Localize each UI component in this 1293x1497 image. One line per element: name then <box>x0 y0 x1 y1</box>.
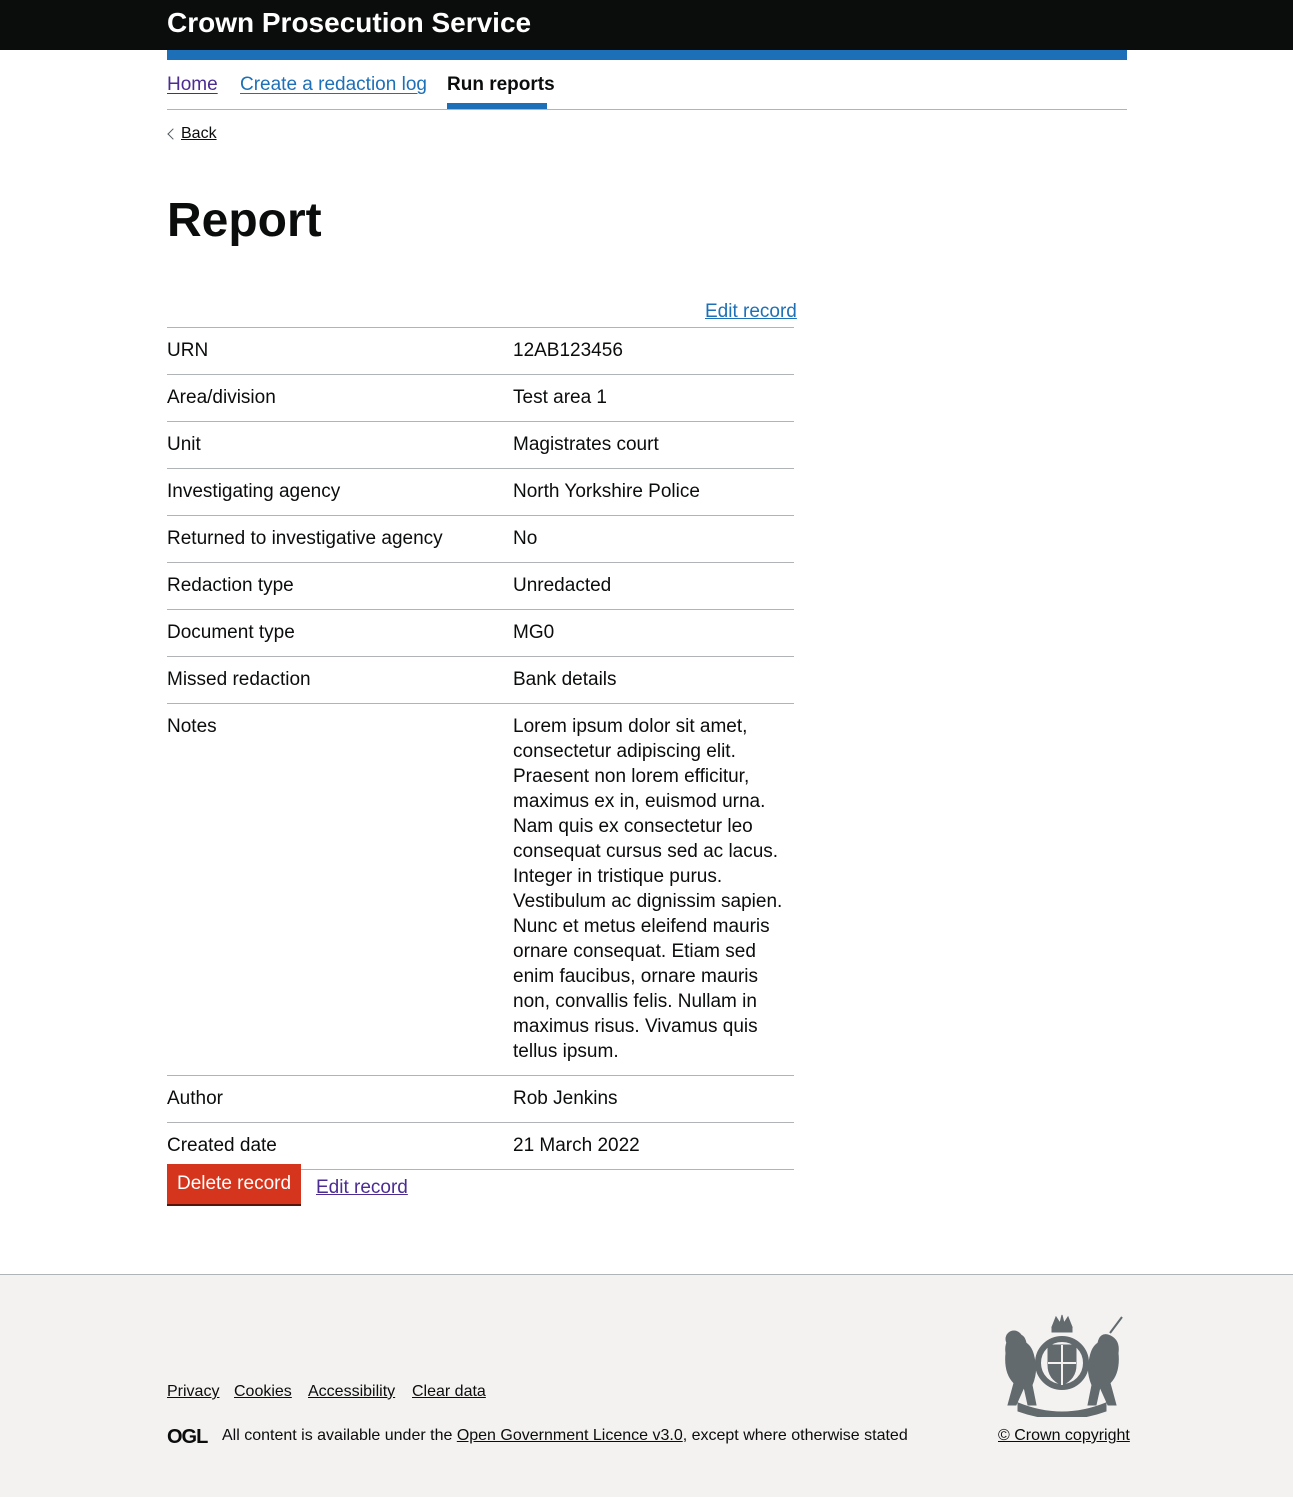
summary-row-returned-to-agency <box>167 516 794 563</box>
summary-row-notes <box>167 704 794 1076</box>
footer-link-clear-data[interactable]: Clear data <box>412 1383 486 1400</box>
summary-key: Created date <box>167 1135 277 1156</box>
nav-item-create-redaction-log[interactable]: Create a redaction log <box>240 74 427 95</box>
summary-key: Returned to investigative agency <box>167 528 443 549</box>
summary-key: Missed redaction <box>167 669 311 690</box>
licence-suffix: , except where otherwise stated <box>682 1427 908 1444</box>
summary-value: Lorem ipsum dolor sit amet, consectetur adipiscing elit. Praesent non lorem efficitur, maximus ex in, euismod urna. Nam quis ex consectetur leo consequat cursus sed ac lacus. Integer in tristique purus. Vestibulum ac dignissim sapien. Nunc et metus eleifend mauris ornare consequat. Etiam sed enim faucibus, ornare mauris non, convallis felis. Nullam in maximus risus. Vivamus quis tellus ipsum. <box>513 716 783 1062</box>
summary-value: Bank details <box>513 669 617 690</box>
royal-coat-of-arms-icon <box>998 1313 1126 1417</box>
site-header <box>0 0 1293 50</box>
summary-value: No <box>513 528 538 549</box>
summary-key: Notes <box>167 716 217 737</box>
service-name[interactable]: Crown Prosecution Service <box>167 7 532 38</box>
summary-key: Area/division <box>167 387 276 408</box>
nav-item-home[interactable]: Home <box>167 74 218 95</box>
nav-current-indicator <box>447 103 547 109</box>
edit-record-link-top[interactable]: Edit record <box>705 301 797 322</box>
ogl-logo-icon <box>167 1425 209 1447</box>
footer-link-cookies[interactable]: Cookies <box>234 1383 292 1400</box>
ogl-logo-text: OGL <box>167 1426 208 1447</box>
crown-copyright-link[interactable]: © Crown copyright <box>998 1427 1130 1444</box>
summary-row-urn <box>167 328 794 375</box>
summary-key: Investigating agency <box>167 481 341 502</box>
summary-value: 12AB123456 <box>513 340 623 361</box>
summary-key: Unit <box>167 434 201 455</box>
summary-row-redaction-type <box>167 563 794 610</box>
summary-value: North Yorkshire Police <box>513 481 700 502</box>
summary-list <box>167 327 794 1170</box>
nav-item-run-reports[interactable]: Run reports <box>447 74 555 95</box>
summary-value: Unredacted <box>513 575 612 596</box>
summary-row-document-type <box>167 610 794 657</box>
summary-row-missed-redaction <box>167 657 794 704</box>
footer-link-accessibility[interactable]: Accessibility <box>308 1383 396 1400</box>
chevron-left-icon <box>167 128 178 139</box>
summary-row-investigating-agency <box>167 469 794 516</box>
licence-prefix: All content is available under the <box>222 1427 457 1444</box>
summary-row-unit <box>167 422 794 469</box>
licence-link[interactable]: Open Government Licence v3.0 <box>456 1427 683 1444</box>
summary-row-area-division <box>167 375 794 422</box>
summary-value: Magistrates court <box>513 434 659 455</box>
summary-key: URN <box>167 340 209 361</box>
primary-navigation <box>167 60 1127 110</box>
page-title: Report <box>167 194 322 247</box>
site-footer <box>0 1274 1293 1497</box>
summary-key: Redaction type <box>167 575 294 596</box>
summary-row-author <box>167 1076 794 1123</box>
back-link[interactable]: Back <box>181 125 217 142</box>
delete-record-button[interactable]: Delete record <box>167 1164 301 1204</box>
summary-value: Rob Jenkins <box>513 1088 618 1109</box>
summary-value: Test area 1 <box>513 387 607 408</box>
summary-row-created-date <box>167 1123 794 1170</box>
summary-value: 21 March 2022 <box>513 1135 640 1156</box>
summary-key: Document type <box>167 622 295 643</box>
edit-record-link-bottom[interactable]: Edit record <box>316 1177 408 1198</box>
licence-text <box>222 1426 908 1446</box>
footer-link-privacy[interactable]: Privacy <box>167 1383 220 1400</box>
summary-value: MG0 <box>513 622 555 643</box>
header-accent-bar <box>167 50 1127 60</box>
summary-key: Author <box>167 1088 223 1109</box>
